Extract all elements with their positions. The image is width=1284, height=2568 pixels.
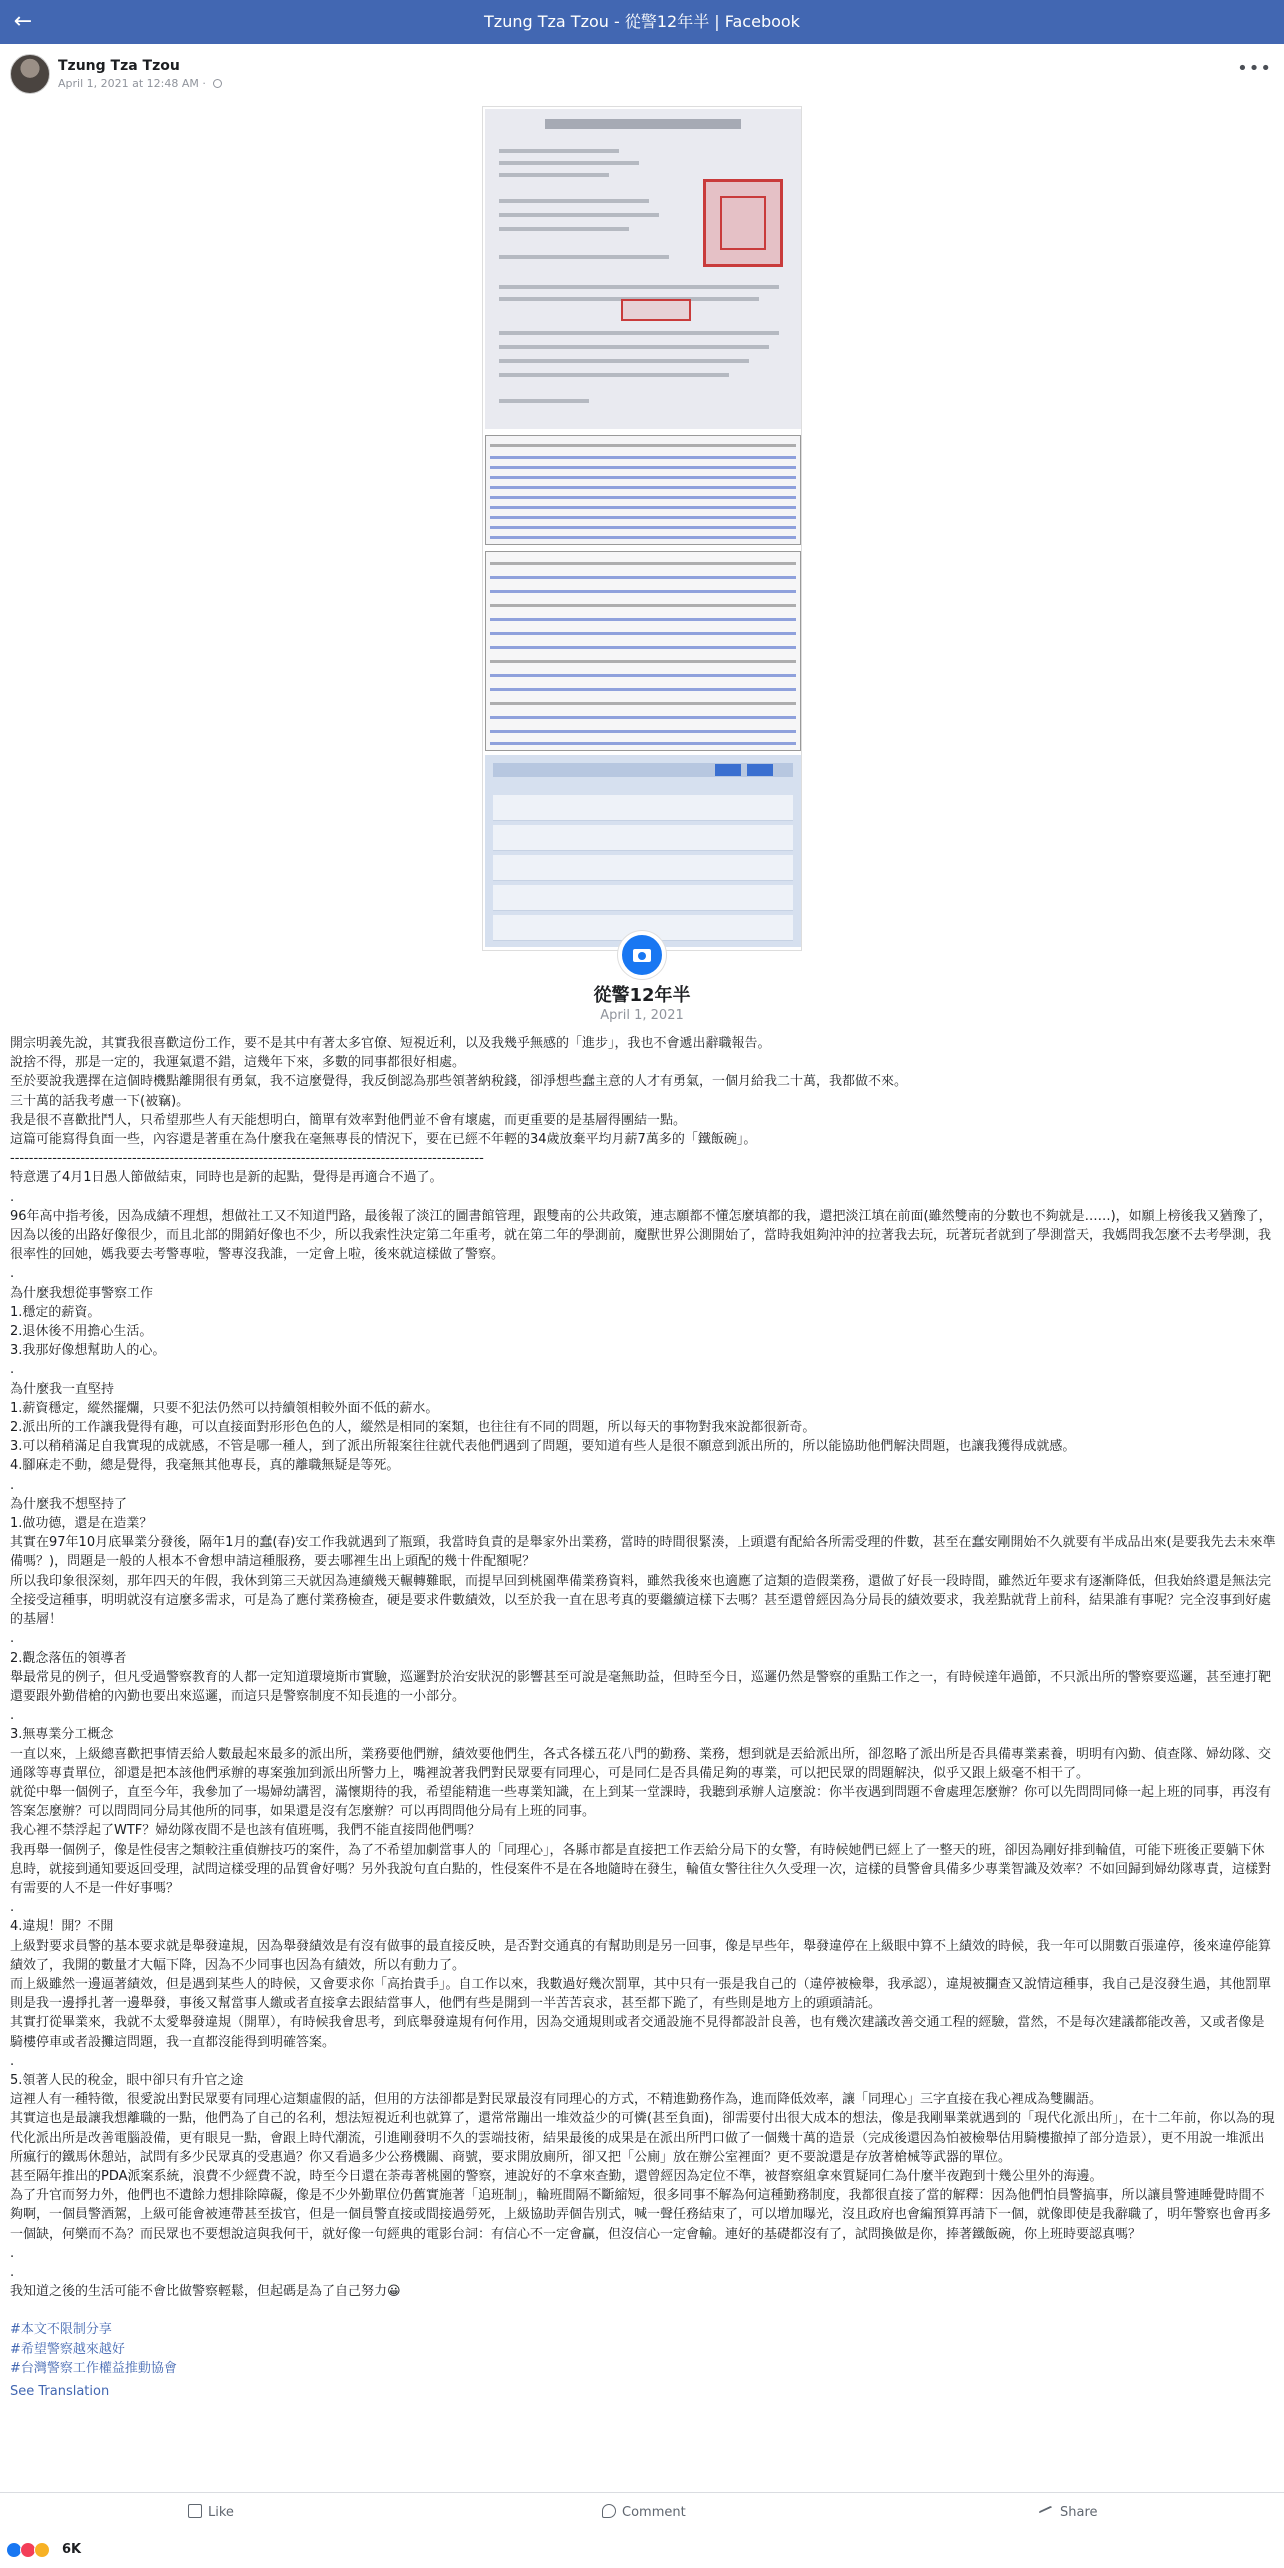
system-row bbox=[493, 795, 793, 821]
table-line bbox=[490, 516, 796, 519]
post-photo[interactable] bbox=[482, 106, 802, 951]
system-screenshot-image bbox=[485, 755, 801, 947]
body-paragraph: . 5.領著人民的稅金，眼中卻只有升官之途 這裡人有一種特徵，很愛說出對民眾要有同理心這類虛假的話，但用的方法卻都是對民眾最沒有同理心的方式，不精進勤務作為，進而降低效率，讓「同理心」三字直接在我心裡成為雙關語。 其實這也是最讓我想離職的一點，他們為了自己的名利，想法短視近利也就算了，還常常蹦出一堆效益少的可憐(甚至負面)，卻需要付出很大成本的想法，像是我剛畢業就遇到的「現代化派出所」，在十二年前，你以為的現代化派出所是改善電腦設備，更有眼見一點，會跟上時代潮流，引進剛發明不久的雲端技術，結果最後的成果是在派出所門口做了一個幾十萬的造景（完成後還因為怕被檢舉估用騎樓撤掉了部分造景），更不用說一堆派出所瘋行的鐵馬休憩站，試問有多少民眾真的受惠過？你又看過多少公務機關、商號，要求開放廁所，卻又把「公廁」放在辦公室裡面？更不要說還是存放著槍械等武器的單位。 甚至隔年推出的PDA派案系統，浪費不少經費不說，時至今日還在荼毒著桃園的警察，連說好的不拿來查勤，還曾經因為定位不準，被督察組拿來質疑同仁為什麼半夜跑到十幾公里外的海邊。 為了升官而努力外，他們也不遺餘力想排除障礙，像是不少外勤單位仍舊實施著「追班制」，輪班間隔不斷縮短，很多同事不解為何這種勤務制度，我都很直接了當的解釋：因為他們怕員警搞事，所以讓員警連睡覺時間不夠啊，一個員警酒駕，上級可能會被連帶甚至拔官，但是一個員警直接或間接過勞死，上級協助弄個告別式，喊一聲任務結束了，可以增加曝光，沒且政府也會編預算再請下一個，就像即使是我辭職了，明年警察也會再多一個缺，何樂而不為？而民眾也不要想說這與我何干，就好像一句經典的電影台詞：有信心不一定會贏，但沒信心一定會輸。連好的基礎都沒有了，試問換做是你，捧著鐵飯碗，你上班時要認真嗎？ bbox=[10, 2053, 1275, 2242]
system-row bbox=[493, 855, 793, 881]
album-date: April 1, 2021 bbox=[600, 1008, 684, 1023]
document-line bbox=[499, 285, 779, 289]
table-line bbox=[490, 716, 796, 719]
table-line bbox=[490, 526, 796, 529]
table-line bbox=[490, 536, 796, 539]
table-line bbox=[490, 576, 796, 579]
document-line bbox=[499, 161, 639, 165]
body-paragraph: . 為什麼我不想堅持了 1.做功德，還是在造業？ 其實在97年10月底畢業分發後，隔年1月的蠢(春)安工作我就遇到了瓶頸，我當時負責的是舉家外出業務，當時的時間很緊湊，上頭還有配給各所需受理的件數，甚至在蠢安剛開始不久就要有半成品出來(是要我先去未來準備嗎？)，問題是一般的人根本不會想申請這種服務，要去哪裡生出上頭配的幾十件配額呢？ 所以我印象很深刻，那年四天的年假，我休到第三天就因為連續幾天輾轉難眠，而提早回到桃園準備業務資料，雖然我後來也適應了這類的造假業務，還做了好長一段時間，雖然近年要求有逐漸降低，但我始終還是無法完全接受這種事，明明就沒有這麼多需求，可是為了應付業務檢查，硬是要求件數績效，以至於我一直在思考真的要繼續這樣下去嗎？甚至還曾經因為分局長的績效要求，我差點就背上前科，結果誰有事呢？完全沒事到好處的基層！ . 2.觀念落伍的領導者 舉最常見的例子，但凡受過警察教育的人都一定知道環境斯市實驗，巡邏對於治安狀況的影響甚至可說是毫無助益，但時至今日，巡邏仍然是警察的重點工作之一，有時候達年過節，不只派出所的警察要巡邏，甚至連打靶還要跟外勤借槍的內勤也要出來巡邏，而這只是警察制度不知長進的一小部分。 bbox=[10, 1477, 1276, 1704]
post-header bbox=[0, 52, 1284, 98]
document-line bbox=[499, 199, 649, 203]
table-line bbox=[490, 674, 796, 677]
more-options-icon[interactable]: ••• bbox=[1237, 58, 1272, 79]
body-paragraph: . 3.無專業分工概念 一直以來，上級總喜歡把事情丟給人數最起來最多的派出所，業務要他們辦，績效要他們生，各式各樣五花八門的勤務、業務，想到就是丟給派出所，卻忽略了派出所是否具備專業素養，明明有內勤、偵查隊、婦幼隊、交通隊等專責單位，卻還是把本該他們承辦的專案強加到派出所警力上，嘴裡說著我們對民眾要有同理心，可是同仁是否具備足夠的專業，可以把民眾的問題解決，似乎又跟上級毫不相干了。 就從中舉一個例子，直至今年，我參加了一場婦幼講習，滿懷期待的我，希望能精進一些專業知識，在上到某一堂課時，我聽到承辦人這麼說：你半夜遇到問題不會處理怎麼辦？你可以先問問同條一起上班的同事，再沒有答案怎麼辦？可以問問同分局其他所的同事，如果還是沒有怎麼辦？可以再問問他分局有上班的同事。 我心裡不禁浮起了WTF？婦幼隊夜間不是也該有值班嗎，我們不能直接問他們嗎？ 我再舉一個例子，像是性侵害之類較注重偵辦技巧的案件，為了不希望加劇當事人的「同理心」，各縣市都是直接把工作丟給分局下的女警，有時候她們已經上了一整天的班，卻因為剛好排到輪值，可能下班後正要躺下休息時，就接到通知要返回受理，試問這樣受理的品質會好嗎？另外我說句直白點的，性侵案件不是在各地隨時在發生，輪值女警往往久久受理一次，這樣的員警會具備多少專業智識及效率？不如回歸到婦幼隊專責，這樣對有需要的人不是一件好事嗎？ bbox=[10, 1708, 1272, 1896]
body-paragraph: . 4.違規！開？不開 上級對要求員警的基本要求就是舉發違規，因為舉發績效是有沒有做事的最直接反映，是否對交通真的有幫助則是另一回事，像是早些年，舉發違停在上級眼中算不上績效的時候，我一年可以開數百張違停，後來違停能算績效了，我開的數量才大幅下降，因為不少同事也因為有績效，所以有動力了。 而上級雖然一邊逼著績效，但是遇到某些人的時候，又會要求你「高抬貴手」。自工作以來，我數過好幾次罰單，其中只有一張是我自己的（違停被檢舉，我承認），違規被攔查又說情這種事，我自己是沒發生過，其他罰單則是我一邊掙扎著一邊舉發，事後又幫當事人繳或者直接拿去跟結當事人，他們有些是開到一半苦苦哀求，甚至都下跪了，有些則是地方上的頭頭請託。 其實打從畢業來，我就不太愛舉發違規（開單），有時候我會思考，到底舉發違規有何作用，因為交通規則或者交通設施不見得都設計良善，也有幾次建議改善交通工程的經驗，當然，不是每次建議都能改善，又或者像是騎樓停車或者設攤這問題，我一直都沒能得到明確答案。 bbox=[10, 1900, 1272, 2050]
document-line bbox=[499, 359, 749, 363]
see-translation-link[interactable]: See Translation bbox=[10, 2384, 110, 2400]
table-line bbox=[490, 742, 796, 745]
official-seal bbox=[703, 179, 783, 267]
document-line bbox=[499, 213, 659, 217]
back-arrow-icon[interactable]: ← bbox=[13, 9, 33, 34]
top-bar bbox=[0, 0, 1284, 44]
red-stamp bbox=[621, 299, 691, 321]
table-line bbox=[490, 688, 796, 691]
hashtag-link[interactable]: #台灣警察工作權益推動協會 bbox=[10, 2360, 177, 2376]
author-name[interactable]: Tzung Tza Tzou bbox=[58, 58, 180, 74]
thumbs-up-icon bbox=[188, 2504, 202, 2518]
system-row bbox=[493, 885, 793, 911]
reaction-count: 6K bbox=[62, 2542, 82, 2557]
comment-label: Comment bbox=[622, 2505, 686, 2520]
page-title: Tzung Tza Tzou - 從警12年半 | Facebook bbox=[484, 12, 800, 31]
body-paragraph: . 為什麼我一直堅持 1.薪資穩定，縱然擺爛，只要不犯法仍然可以持續領相較外面不低的薪水。 2.派出所的工作讓我覺得有趣，可以直接面對形形色色的人，縱然是相同的案類，也往往有不同的問題，所以每天的事物對我來說都很新奇。 3.可以稍稍滿足自我實現的成就感，不管是哪一種人，到了派出所報案往往就代表他們遇到了問題，要知道有些人是很不願意到派出所的，所以能協助他們解決問題，也讓我獲得成就感。 4.腳麻走不動，總是覺得，我毫無其他專長，真的離職無疑是等死。 bbox=[10, 1362, 1076, 1474]
body-paragraph: . 為什麼我想從事警察工作 1.穩定的薪資。 2.退休後不用擔心生活。 3.我那好像想幫助人的心。 bbox=[10, 1266, 166, 1359]
hashtag-link[interactable]: #希望警察越來越好 bbox=[10, 2341, 125, 2357]
document-scan-image bbox=[485, 109, 801, 429]
table-line bbox=[490, 496, 796, 499]
table-line bbox=[490, 562, 796, 565]
table-line bbox=[490, 702, 796, 705]
album-icon[interactable] bbox=[618, 931, 666, 979]
like-label: Like bbox=[208, 2505, 234, 2520]
system-row bbox=[493, 825, 793, 851]
record-table-image bbox=[485, 551, 801, 751]
share-label: Share bbox=[1060, 2505, 1098, 2520]
table-line bbox=[490, 590, 796, 593]
button-graphic bbox=[715, 764, 741, 776]
comment-button[interactable] bbox=[602, 2493, 686, 2533]
post-meta: April 1, 2021 at 12:48 AM · bbox=[58, 77, 222, 90]
document-line bbox=[499, 345, 769, 349]
post-timestamp[interactable]: April 1, 2021 at 12:48 AM bbox=[58, 77, 199, 90]
table-line bbox=[490, 476, 796, 479]
table-line bbox=[490, 506, 796, 509]
globe-icon bbox=[213, 79, 222, 88]
document-heading-graphic bbox=[545, 119, 741, 129]
album-title[interactable]: 從警12年半 bbox=[593, 985, 691, 1006]
document-line bbox=[499, 149, 619, 153]
body-paragraph: . . 我知道之後的生活可能不會比做警察輕鬆，但起碼是為了自己努力😀 bbox=[10, 2245, 401, 2300]
body-paragraph: . 96年高中指考後，因為成績不理想，想做社工又不知道門路，最後報了淡江的圖書館管理，跟雙南的公共政策，連志願都不懂怎麼填都的我，還把淡江填在前面(雖然雙南的分數也不夠就是……)，如願上榜後我又猶豫了，因為以後的出路好像很少，而且北部的開銷好像也不少，所以我索性決定第二年重考，就在第二年的學測前，魔獸世界公測開始了，當時我姐夠沖沖的拉著我去玩，玩著玩者就到了學測當天，我媽問我怎麼不去考學測，我很率性的回她，媽我要去考警專啦，警專沒我誰，一定會上啦，後來就這樣做了警察。 bbox=[10, 1189, 1272, 1263]
body-paragraph: 開宗明義先說，其實我很喜歡這份工作，要不是其中有著太多官僚、短視近利，以及我幾乎無感的「進步」，我也不會遞出辭職報告。 說捨不得，那是一定的，我運氣還不錯，這幾年下來，多數的同事都很好相處。 至於要說我選擇在這個時機點離開很有勇氣，我不這麼覺得，我反倒認為那些領著納稅錢，卻淨想些蠢主意的人才有勇氣，一個月給我二十萬，我都做不來。 三十萬的話我考慮一下(被竊)。 我是很不喜歡批鬥人，只希望那些人有天能想明白，簡單有效率對他們並不會有壞處，而更重要的是基層得團結一點。 這篇可能寫得負面一些，內容還是著重在為什麼我在毫無專長的情況下，要在已經不年輕的34歲放棄平均月薪7萬多的「鐵飯碗」。 ----------------------------------------------------------------------------------------------------- 特意選了4月1日愚人節做結束，同時也是新的起點，覺得是再適合不過了。 bbox=[10, 1036, 908, 1186]
table-line bbox=[490, 632, 796, 635]
document-line bbox=[499, 255, 669, 259]
table-line bbox=[490, 456, 796, 459]
button-graphic bbox=[747, 764, 773, 776]
record-table-image bbox=[485, 435, 801, 545]
comment-icon bbox=[602, 2504, 616, 2518]
table-line bbox=[490, 646, 796, 649]
document-line bbox=[499, 373, 729, 377]
like-button[interactable] bbox=[188, 2493, 234, 2533]
action-bar bbox=[0, 2492, 1284, 2532]
document-line bbox=[499, 331, 779, 335]
share-button[interactable] bbox=[1040, 2493, 1098, 2533]
table-line bbox=[490, 618, 796, 621]
document-line bbox=[499, 173, 609, 177]
avatar[interactable] bbox=[10, 54, 50, 94]
hashtag-list bbox=[10, 2320, 1276, 2378]
table-line bbox=[490, 444, 796, 447]
table-line bbox=[490, 486, 796, 489]
haha-reaction-icon bbox=[34, 2542, 50, 2558]
table-line bbox=[490, 730, 796, 733]
document-line bbox=[499, 227, 629, 231]
document-line bbox=[499, 399, 589, 403]
post-body bbox=[10, 1034, 1276, 2401]
hashtag-link[interactable]: #本文不限制分享 bbox=[10, 2322, 112, 2338]
table-line bbox=[490, 604, 796, 607]
table-line bbox=[490, 466, 796, 469]
share-icon bbox=[1039, 2506, 1056, 2521]
table-line bbox=[490, 660, 796, 663]
